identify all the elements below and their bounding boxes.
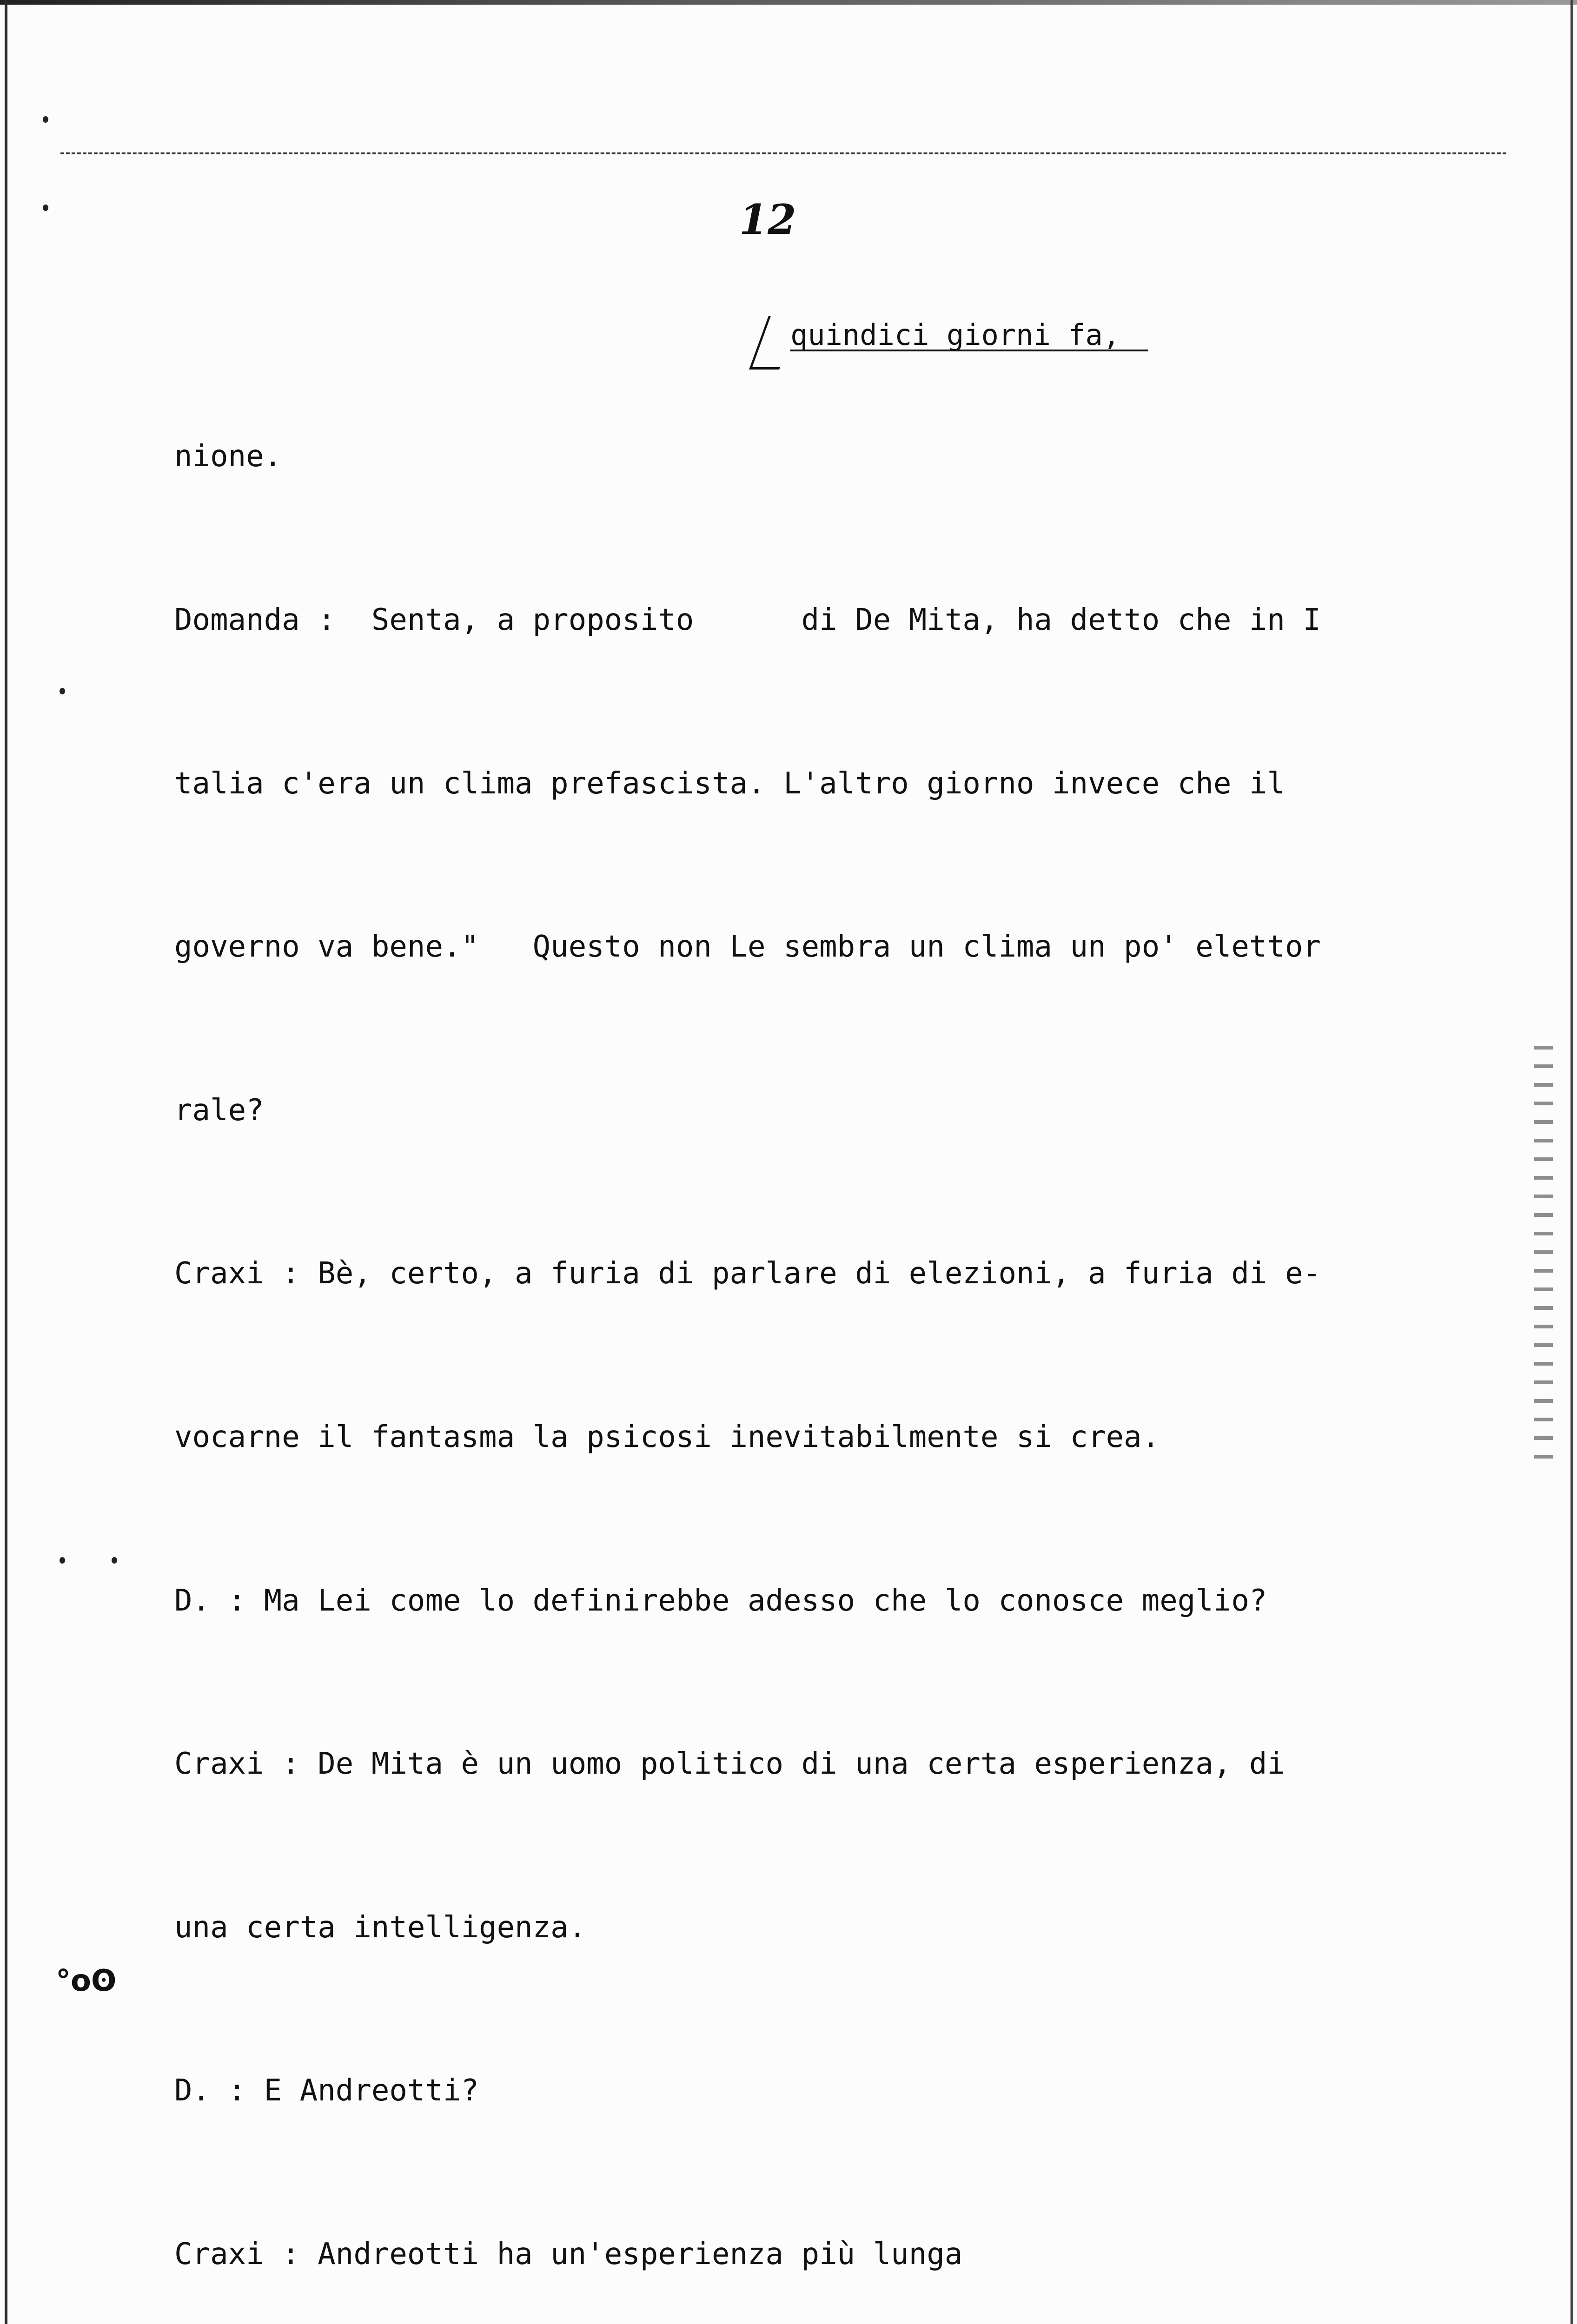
punch-hole-marks: °oʘ [56,1964,117,1998]
copy-artifact-rule [60,152,1506,156]
text-line: talia c'era un clima prefascista. L'altro giorno invece che il [174,766,1285,801]
margin-mark [60,1557,65,1564]
text-line: nione. [174,439,282,474]
text-line: Craxi : De Mita è un uomo politico di una certa esperienza, di [174,1747,1285,1782]
margin-mark [60,688,65,694]
text-line: D. : Ma Lei come lo definirebbe adesso che lo conosce meglio? [174,1583,1267,1618]
scan-top-edge [0,0,1577,5]
handwritten-insertion: quindici giorni fa, [790,321,1148,351]
scan-left-edge [5,0,7,2324]
text-line: governo va bene." Questo non Le sembra un clima un po' elettor [174,930,1321,964]
margin-mark [43,205,48,211]
text-line: rale? [174,1093,264,1128]
scan-right-edge [1570,0,1573,2324]
margin-mark [43,116,48,123]
page-number: 12 [739,195,796,244]
text-line: Craxi : Andreotti ha un'esperienza più lunga [174,2237,963,2271]
interview-transcript [174,321,1392,2324]
text-line: D. : E Andreotti? [174,2073,479,2108]
text-line: Domanda : Senta, a proposito di De Mita, ha detto che in I [174,603,1321,637]
text-line: una certa intelligenza. [174,1910,587,1945]
scan-noise-right [1534,1046,1553,1464]
margin-mark [112,1557,117,1564]
text-line: Craxi : Bè, certo, a furia di parlare di elezioni, a furia di e- [174,1256,1321,1291]
text-line: vocarne il fantasma la psicosi inevitabilmente si crea. [174,1419,1160,1454]
